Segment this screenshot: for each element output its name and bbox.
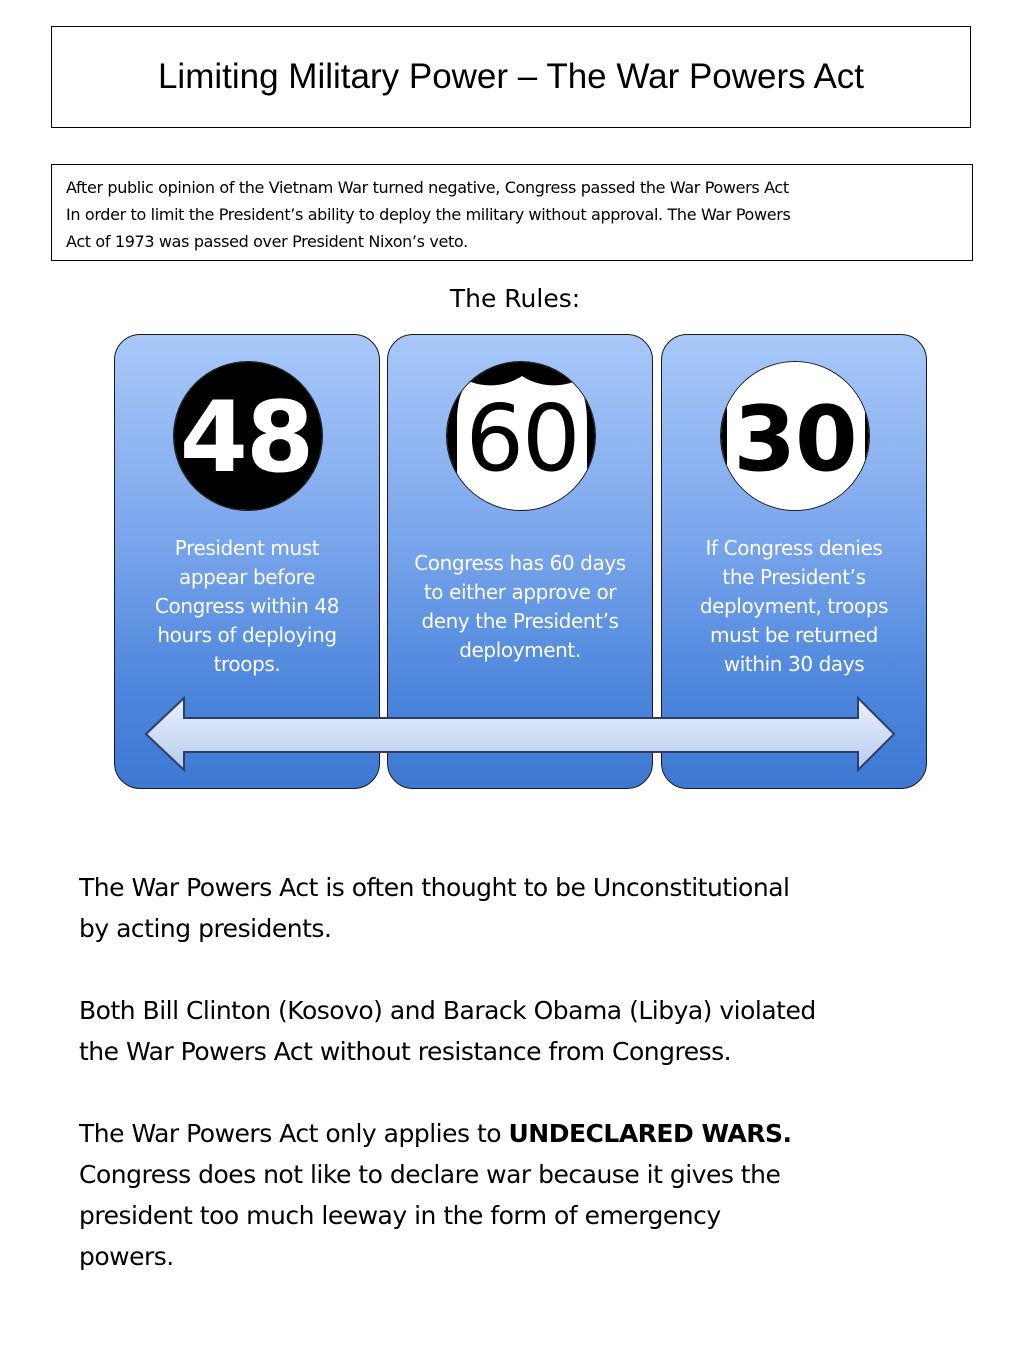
body-line bbox=[79, 1113, 979, 1154]
rule-line: President must bbox=[174, 536, 320, 560]
rules-heading: The Rules: bbox=[449, 284, 581, 313]
sign-60-number: 60 bbox=[465, 385, 579, 492]
rule-line: If Congress denies bbox=[705, 536, 883, 560]
sign-30-number: 30 bbox=[733, 387, 857, 492]
intro-line: In order to limit the President’s ability to deploy the military without approval. The War Powers bbox=[66, 205, 791, 224]
rule-line: troops. bbox=[213, 652, 281, 676]
rule-text-60 bbox=[402, 549, 638, 665]
double-arrow-icon bbox=[140, 696, 900, 776]
body-line: by acting presidents. bbox=[79, 914, 332, 943]
rule-line: Congress within 48 bbox=[154, 594, 340, 618]
body-line: president too much leeway in the form of emergency bbox=[79, 1201, 721, 1230]
body-line: Congress does not like to declare war because it gives the bbox=[79, 1160, 781, 1189]
sign-30-icon bbox=[720, 361, 870, 511]
rule-line: deployment. bbox=[459, 638, 581, 662]
rule-line: deny the President’s bbox=[421, 609, 619, 633]
body-line: powers. bbox=[79, 1242, 174, 1271]
rule-line: hours of deploying bbox=[157, 623, 337, 647]
body-text bbox=[79, 867, 979, 1277]
rule-text-48 bbox=[129, 534, 365, 679]
rule-line: must be returned bbox=[710, 623, 878, 647]
body-line: Both Bill Clinton (Kosovo) and Barack Obama (Libya) violated bbox=[79, 996, 816, 1025]
body-line: the War Powers Act without resistance from Congress. bbox=[79, 1037, 732, 1066]
body-line: The War Powers Act is often thought to be Unconstitutional bbox=[79, 873, 790, 902]
sign-48-number: 48 bbox=[179, 381, 313, 495]
rule-line: the President’s bbox=[722, 565, 866, 589]
rule-line: within 30 days bbox=[723, 652, 865, 676]
intro-line: After public opinion of the Vietnam War turned negative, Congress passed the War Powers Act bbox=[66, 178, 789, 197]
intro-box bbox=[51, 164, 973, 261]
rule-line: deployment, troops bbox=[699, 594, 889, 618]
undeclared-wars-emphasis: UNDECLARED WARS. bbox=[508, 1119, 792, 1148]
rule-line: Congress has 60 days bbox=[414, 551, 626, 575]
intro-line: Act of 1973 was passed over President Nixon’s veto. bbox=[66, 232, 468, 251]
sign-48-icon bbox=[173, 361, 323, 511]
body-prefix: The War Powers Act only applies to bbox=[79, 1119, 509, 1148]
page-title: Limiting Military Power – The War Powers Act bbox=[157, 57, 865, 96]
title-box bbox=[51, 26, 971, 128]
rule-text-30 bbox=[676, 534, 912, 679]
sign-60-icon bbox=[446, 361, 596, 511]
rule-line: appear before bbox=[179, 565, 315, 589]
rule-line: to either approve or bbox=[423, 580, 617, 604]
